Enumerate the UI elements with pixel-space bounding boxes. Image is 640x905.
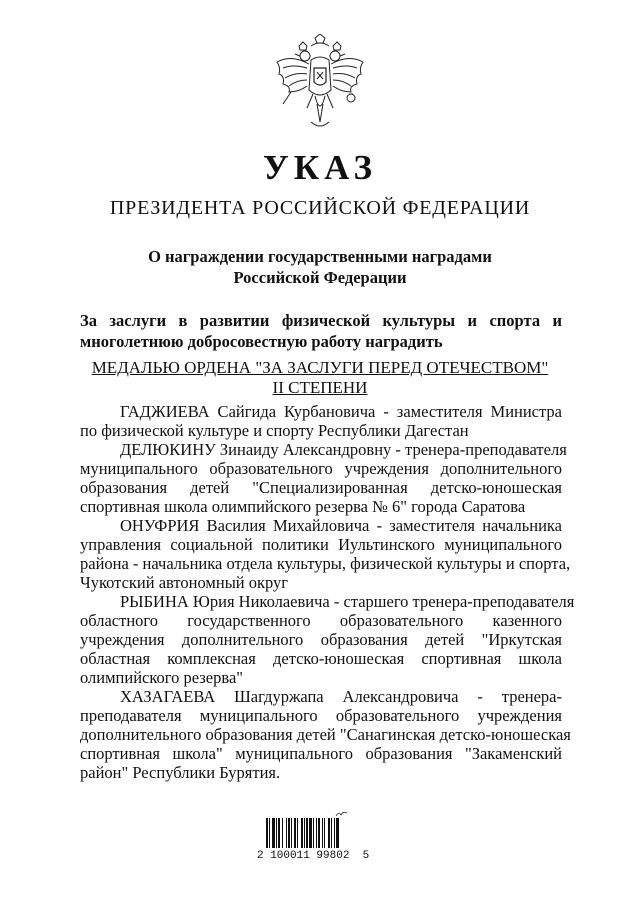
recipient-line: учреждения дополнительного образования детей "Иркутская — [80, 630, 562, 649]
barcode-bar — [266, 818, 268, 848]
barcode-bar — [336, 818, 339, 848]
about-line: О награждении государственными наградами — [148, 247, 492, 266]
award-heading — [0, 358, 640, 398]
barcode-bar — [322, 818, 323, 848]
award-line: II СТЕПЕНИ — [272, 378, 368, 397]
recipient-line: муниципального образовательного учреждения дополнительного — [80, 459, 562, 478]
barcode-bar — [288, 818, 290, 848]
barcode-bar — [269, 818, 270, 848]
recipient-line: ОНУФРИЯ Василия Михайловича - заместителя начальника — [120, 516, 562, 535]
barcode-bar — [282, 818, 283, 848]
recipient-line: района - начальника отдела культуры, физической культуры и спорта, — [80, 554, 571, 573]
recipient-line: Чукотский автономный округ — [80, 573, 289, 592]
recipient-line: преподавателя муниципального образовательного учреждения — [80, 706, 562, 725]
recipient-line: образования детей "Специализированная детско-юношеская — [80, 478, 562, 497]
recipient-line: район" Республики Бурятия. — [80, 763, 281, 782]
recipient-line: по физической культуре и спорту Республики Дагестан — [80, 421, 469, 440]
recipient-line: спортивная школа" муниципального образования "Закаменский — [80, 744, 562, 763]
decree-subtitle: ПРЕЗИДЕНТА РОССИЙСКОЙ ФЕДЕРАЦИИ — [109, 197, 531, 219]
about-line: Российской Федерации — [233, 268, 407, 287]
barcode-bar — [318, 818, 320, 848]
barcode-number: 2 100011 99802 5 — [257, 850, 370, 862]
barcode-bar — [306, 818, 308, 848]
barcode-bar — [309, 818, 312, 848]
recipient-line: областного государственного образовательного казенного — [80, 611, 562, 630]
barcode-bar — [278, 818, 280, 848]
barcode-bar — [294, 818, 296, 848]
recipient-line: олимпийского резерва" — [80, 668, 244, 687]
barcode-bar — [272, 818, 275, 848]
recipient-line: ДЕЛЮКИНУ Зинаиду Александровну - тренера-преподавателя — [120, 440, 567, 459]
barcode-bar — [304, 818, 305, 848]
merit-line: многолетнюю добросовестную работу наградить — [80, 332, 443, 351]
barcode-bar — [334, 818, 335, 848]
barcode-bar — [316, 818, 317, 848]
recipient-line: ХАЗАГАЕВА Шагдуржапа Александровича - тренера- — [120, 687, 562, 706]
barcode-bar — [313, 818, 314, 848]
barcode — [266, 818, 366, 848]
barcode-bar — [291, 818, 292, 848]
merit-paragraph — [80, 310, 562, 352]
barcode-bar — [286, 818, 287, 848]
barcode-bar — [301, 818, 303, 848]
recipient-line: дополнительного образования детей "Санагинская детско-юношеская — [80, 725, 571, 744]
recipient-line: управления социальной политики Иультинского муниципального — [80, 535, 562, 554]
coat-of-arms-icon — [271, 34, 369, 134]
decree-about — [0, 246, 640, 288]
recipient-line: РЫБИНА Юрия Николаевича - старшего тренера-преподавателя — [120, 592, 575, 611]
decree-title: УКАЗ — [263, 148, 377, 187]
barcode-bar — [297, 818, 298, 848]
barcode-bar — [324, 818, 325, 848]
barcode-bar — [276, 818, 277, 848]
barcode-bar — [328, 818, 330, 848]
recipient-line: спортивная школа олимпийского резерва № 6" города Саратова — [80, 497, 526, 516]
recipients-list — [80, 402, 575, 782]
barcode-bar — [331, 818, 332, 848]
recipient-line: ГАДЖИЕВА Сайгида Курбановича - заместителя Министра — [120, 402, 562, 421]
merit-line: За заслуги в развитии физической культуры и спорта и — [80, 311, 562, 330]
recipient-line: областная комплексная детско-юношеская спортивная школа — [80, 649, 562, 668]
award-line: МЕДАЛЬЮ ОРДЕНА "ЗА ЗАСЛУГИ ПЕРЕД ОТЕЧЕСТВОМ" — [91, 358, 549, 377]
